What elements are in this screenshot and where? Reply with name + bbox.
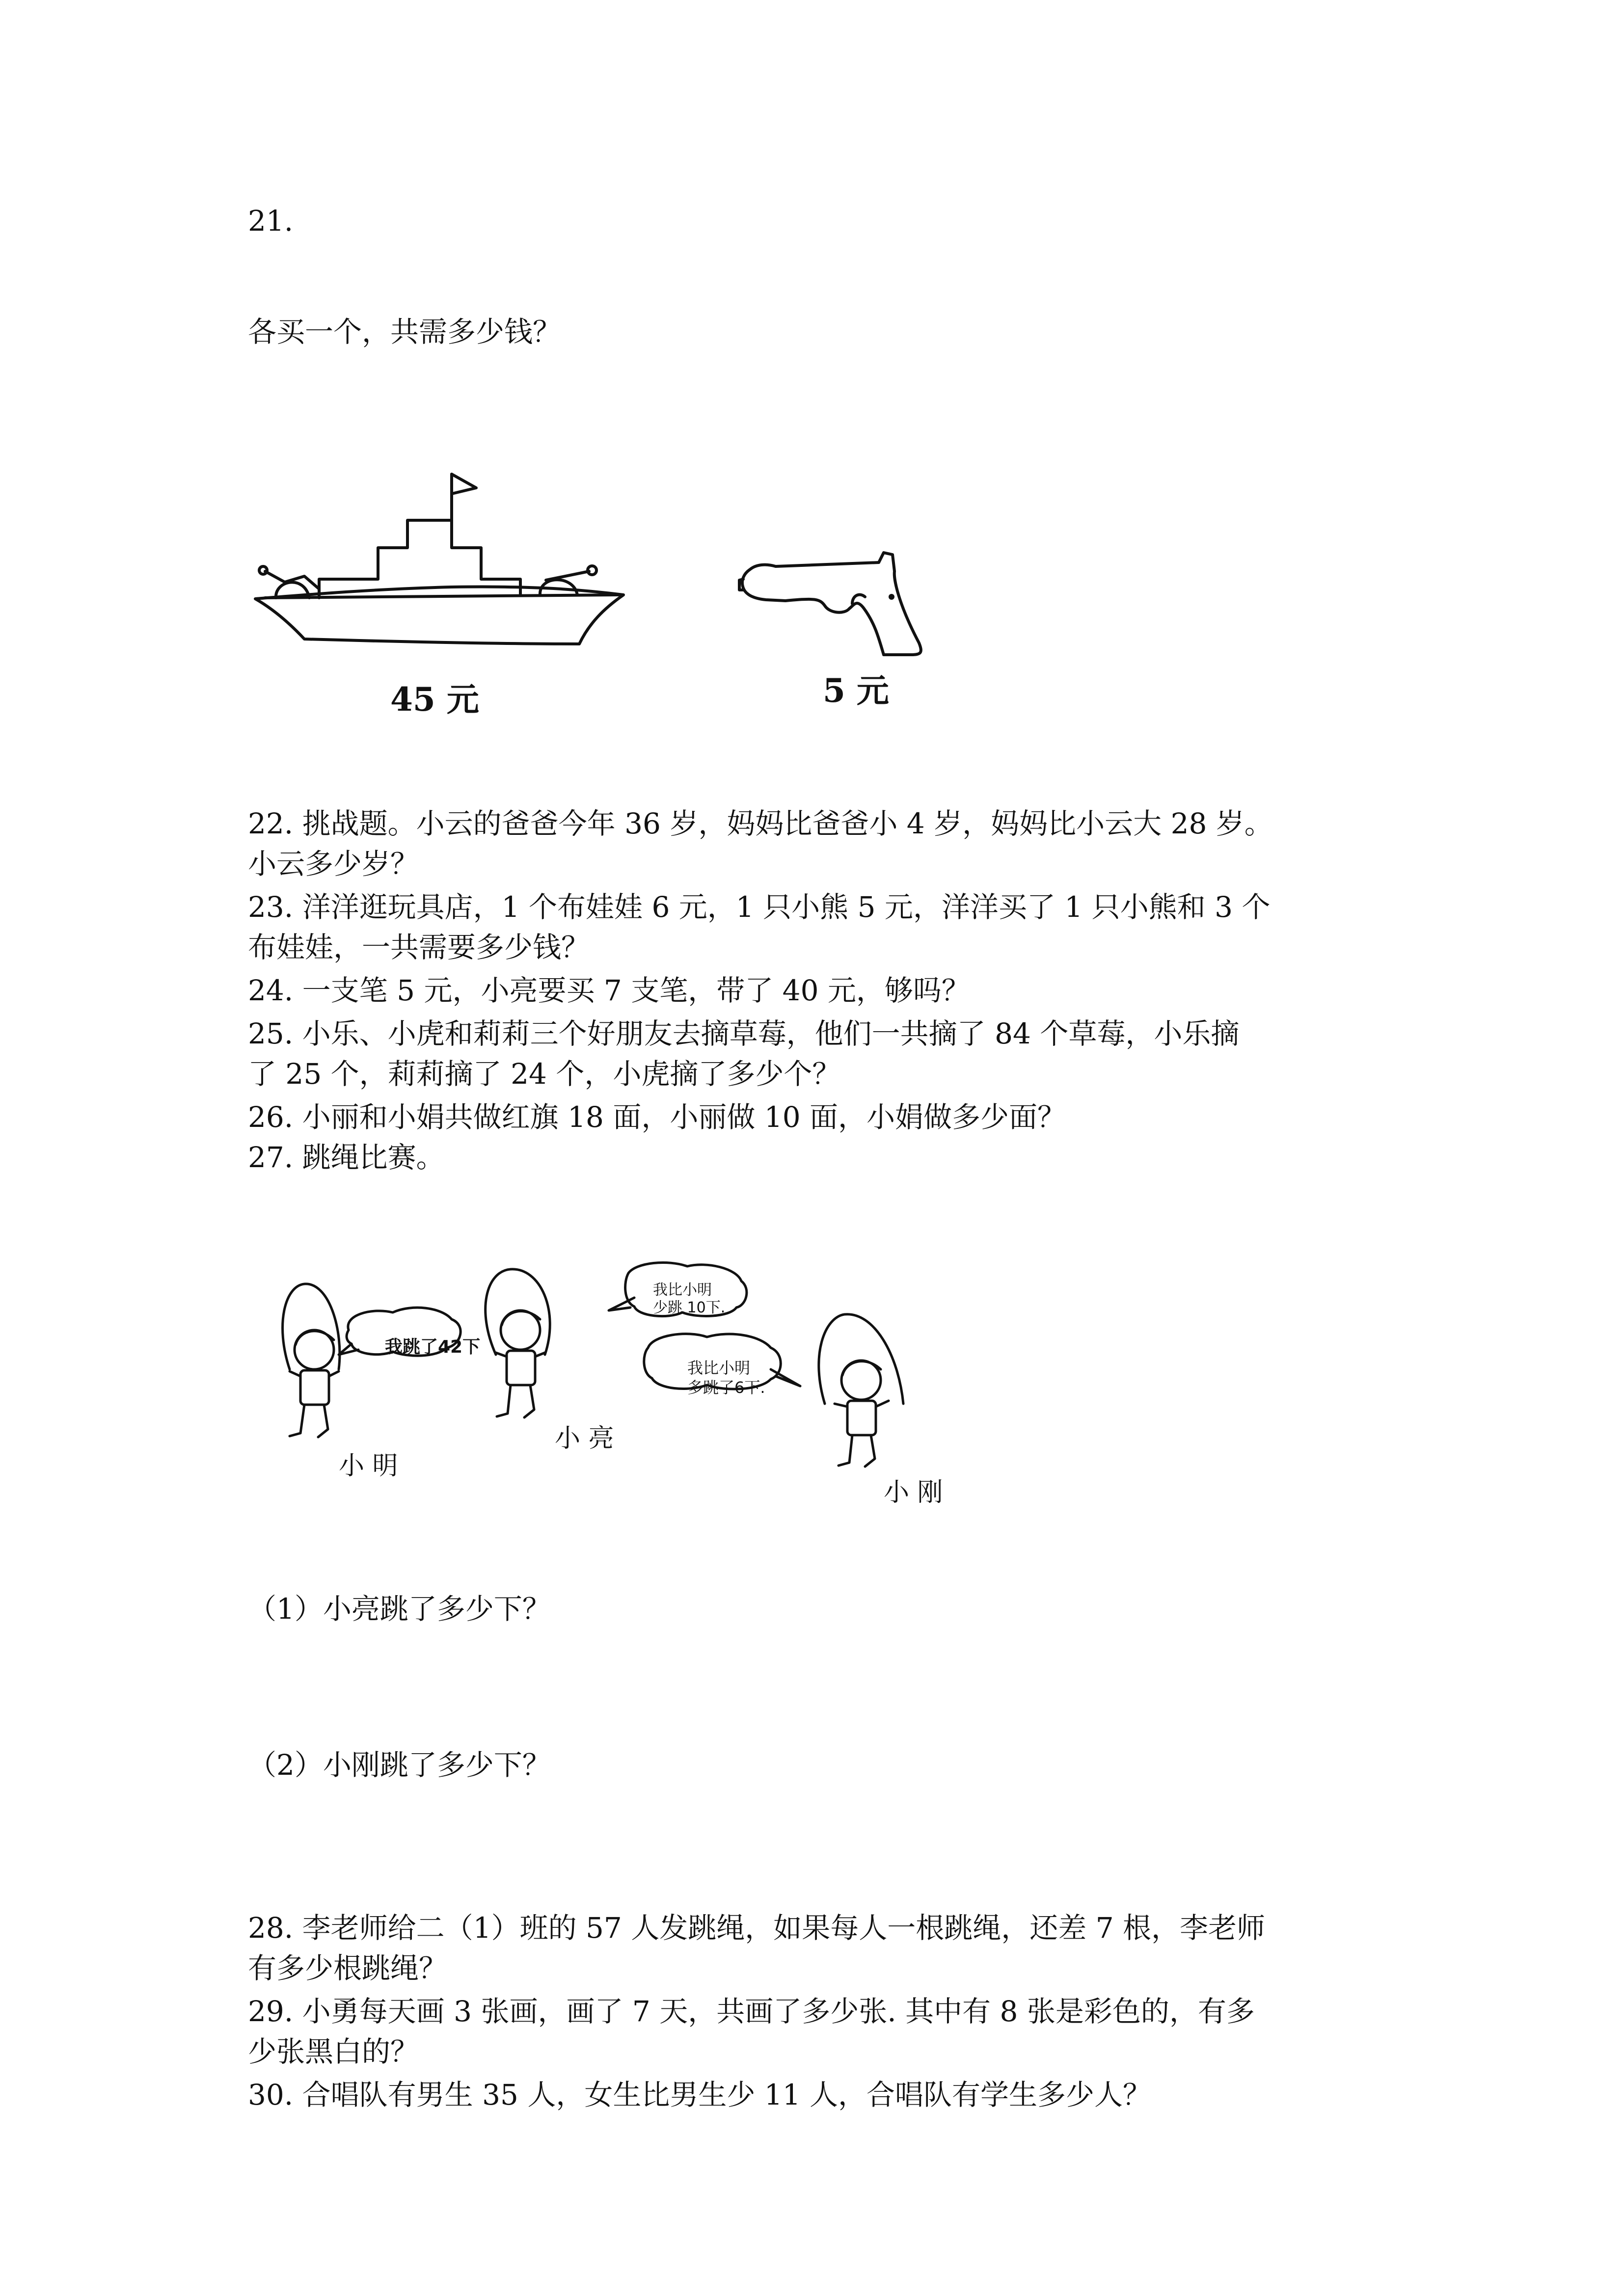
xiaoming-name: 小 明 xyxy=(339,1451,398,1481)
xiaogang-body xyxy=(847,1401,876,1435)
question-24: 24. 一支笔 5 元，小亮要买 7 支笔，带了 40 元，够吗？ xyxy=(248,974,970,1007)
question-22-line1: 22. 挑战题。小云的爸爸今年 36 岁，妈妈比爸爸小 4 岁，妈妈比小云大 28 岁。 xyxy=(248,807,1273,840)
question-25-line2: 了 25 个，莉莉摘了 24 个，小虎摘了多少个？ xyxy=(248,1057,841,1091)
question-21-number: 21. xyxy=(248,204,294,238)
xiaoming-speech: 我跳了42下 xyxy=(385,1337,481,1357)
ship-price: 45 元 xyxy=(390,680,479,719)
gun-price: 5 元 xyxy=(823,671,889,710)
question-26: 26. 小丽和小娟共做红旗 18 面，小丽做 10 面，小娟做多少面？ xyxy=(248,1100,1066,1134)
question-30: 30. 合唱队有男生 35 人，女生比男生少 11 人，合唱队有学生多少人？ xyxy=(248,2078,1152,2111)
question-27: 27. 跳绳比赛。 xyxy=(248,1141,445,1174)
xiaoming-body xyxy=(300,1370,329,1405)
xiaogang-name: 小 刚 xyxy=(884,1478,943,1507)
question-25-line1: 25. 小乐、小虎和莉莉三个好朋友去摘草莓，他们一共摘了 84 个草莓，小乐摘 xyxy=(248,1017,1240,1050)
question-29-line2: 少张黑白的？ xyxy=(248,2035,419,2068)
question-27-sub1: （1）小亮跳了多少下？ xyxy=(248,1592,551,1626)
xiaoliang-name: 小 亮 xyxy=(555,1424,614,1453)
toy-gun-illustration xyxy=(736,550,933,658)
xiaoliang-speech-line2: 少跳 10下. xyxy=(653,1299,726,1316)
xiaoliang-speech-line1: 我比小明 xyxy=(653,1281,712,1299)
question-27-sub2: （2）小刚跳了多少下？ xyxy=(248,1748,551,1782)
question-29-line1: 29. 小勇每天画 3 张画，画了 7 天，共画了多少张. 其中有 8 张是彩色的，有多 xyxy=(248,1995,1255,2028)
xiaogang-speech-line1: 我比小明 xyxy=(687,1359,751,1377)
toy-ship-illustration xyxy=(245,466,638,653)
question-21-text: 各买一个，共需多少钱？ xyxy=(248,315,562,348)
question-22-line2: 小云多少岁？ xyxy=(248,847,419,881)
xiaoming-rope xyxy=(283,1284,340,1369)
question-28-line1: 28. 李老师给二（1）班的 57 人发跳绳，如果每人一根跳绳，还差 7 根，李老师 xyxy=(248,1911,1266,1945)
question-28-line2: 有多少根跳绳？ xyxy=(248,1951,448,1985)
question-23-line2: 布娃娃，一共需要多少钱？ xyxy=(248,931,590,964)
question-23-line1: 23. 洋洋逛玩具店，1 个布娃娃 6 元，1 只小熊 5 元，洋洋买了 1 只小熊和 3 个 xyxy=(248,890,1271,924)
xiaoliang-body xyxy=(507,1351,535,1385)
xiaogang-speech-line2: 多跳了6下. xyxy=(687,1378,765,1397)
xiaogang-rope xyxy=(819,1314,903,1404)
jump-rope-illustration xyxy=(265,1256,982,1522)
